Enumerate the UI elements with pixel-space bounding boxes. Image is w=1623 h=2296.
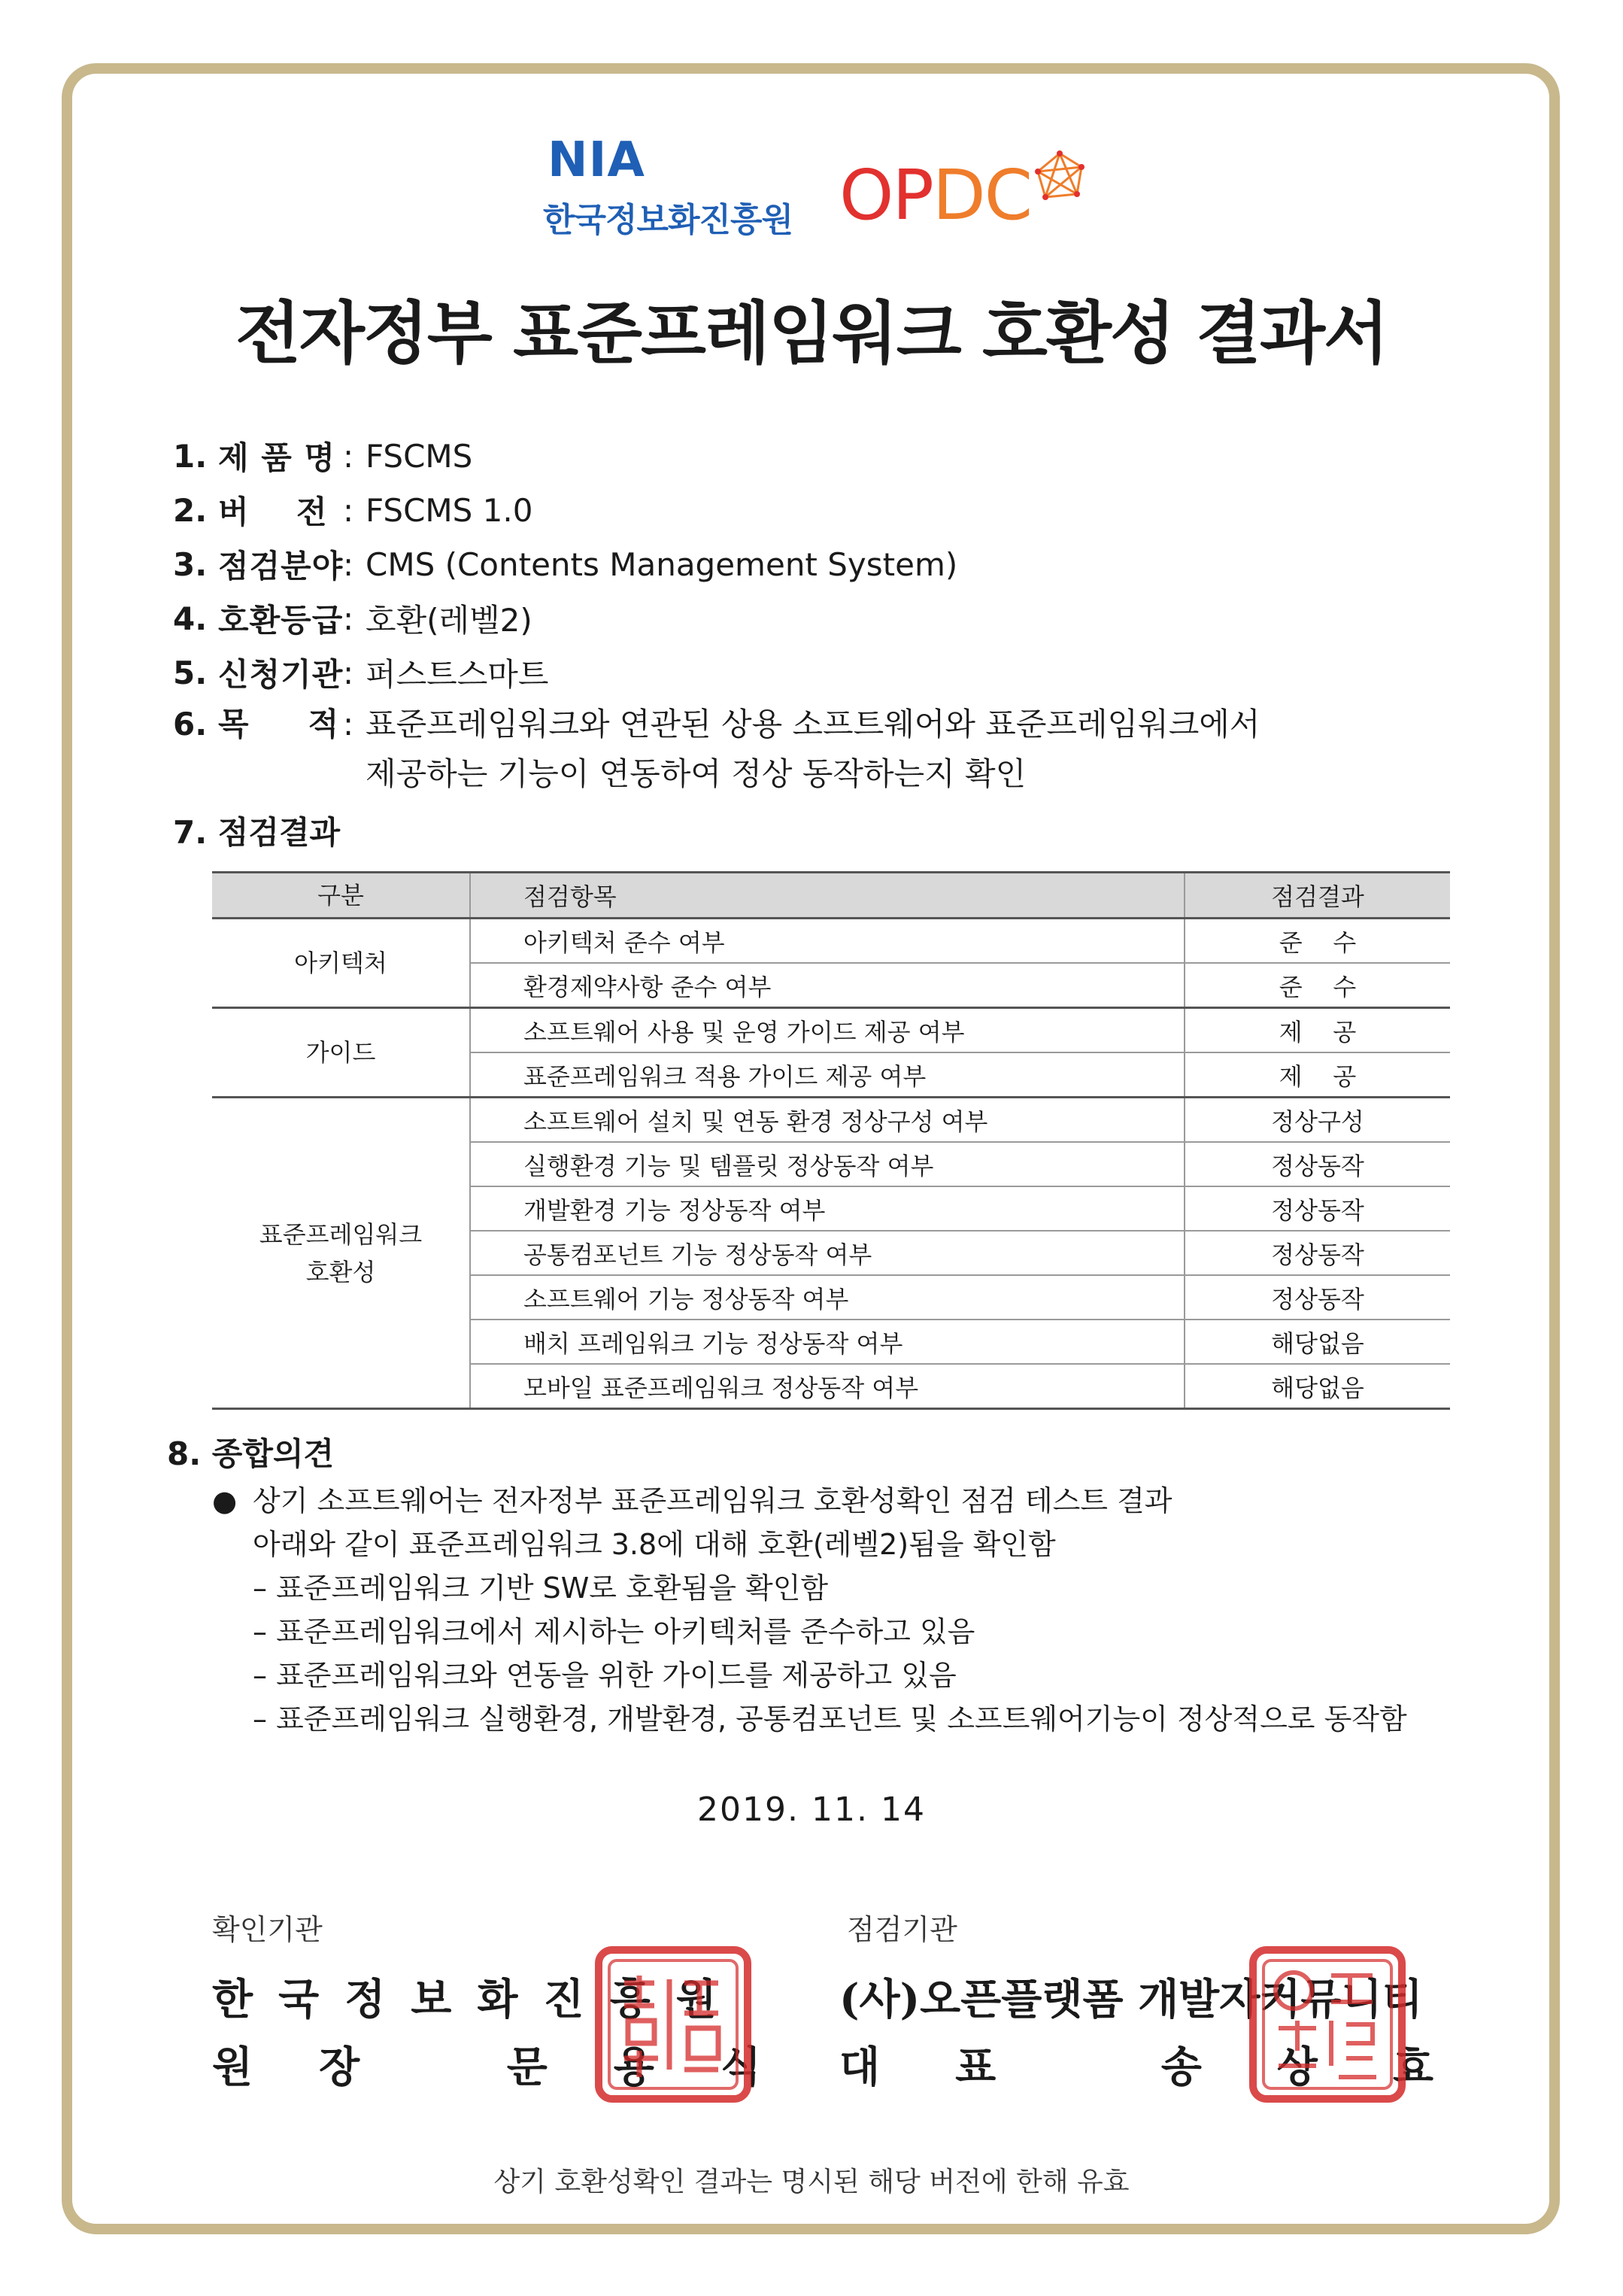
result-cell: 제 공 <box>1185 1052 1450 1098</box>
info-value-version: FSCMS 1.0 <box>366 491 533 529</box>
test-org-label: 점검기관 <box>847 1913 957 1946</box>
result-cell: 해당없음 <box>1185 1364 1450 1409</box>
document-title: 전자정부 표준프레임워크 호환성 결과서 <box>235 294 1388 373</box>
info-row-field <box>173 537 957 591</box>
info-number: 6. <box>173 706 208 743</box>
table-row <box>212 1008 1450 1053</box>
test-org-rep: 대표 송상효 <box>839 2042 1509 2092</box>
info-label: 제 품 명 <box>218 439 335 476</box>
info-value-grade: 호환(레벨2) <box>366 602 532 639</box>
result-cell: 준 수 <box>1185 919 1450 964</box>
purpose-line-1: 표준프레임워크와 연관된 상용 소프트웨어와 표준프레임워크에서 <box>366 706 1260 743</box>
info-purpose <box>173 700 1260 799</box>
header-result: 점검결과 <box>1185 873 1450 919</box>
item-cell: 아키텍처 준수 여부 <box>470 919 1185 964</box>
nia-logo-text: NIA <box>548 132 645 188</box>
opdc-logo-dc: DC <box>932 155 1031 235</box>
table-header-row <box>212 873 1450 919</box>
info-number: 3. <box>173 545 208 583</box>
item-cell: 소프트웨어 기능 정상동작 여부 <box>470 1275 1185 1320</box>
result-cell: 정상동작 <box>1185 1275 1450 1320</box>
table-row <box>212 1098 1450 1143</box>
result-cell: 해당없음 <box>1185 1320 1450 1364</box>
opdc-logo-op: OP <box>839 155 933 235</box>
info-row-applicant <box>173 645 957 700</box>
info-colon: : <box>343 654 354 691</box>
header-item: 점검항목 <box>470 873 1185 919</box>
opinion-point: – 표준프레임워크와 연동을 위한 가이드를 제공하고 있음 <box>253 1659 957 1692</box>
info-number: 1. <box>173 437 208 475</box>
opdc-logo <box>839 155 1031 235</box>
item-cell: 개발환경 기능 정상동작 여부 <box>470 1186 1185 1231</box>
confirm-org-label: 확인기관 <box>212 1913 323 1946</box>
opinion-point: – 표준프레임워크 실행환경, 개발환경, 공통컴포넌트 및 소프트웨어기능이 정상적으로 동작함 <box>253 1702 1407 1736</box>
info-colon: : <box>343 491 354 529</box>
opinion-line-1: 상기 소프트웨어는 전자정부 표준프레임워크 호환성확인 점검 테스트 결과 <box>253 1484 1173 1517</box>
item-cell: 배치 프레임워크 기능 정상동작 여부 <box>470 1320 1185 1364</box>
info-colon: : <box>343 600 354 637</box>
info-value-applicant: 퍼스트스마트 <box>366 656 549 693</box>
opinion-block <box>212 1479 1407 1741</box>
info-label: 버 전 <box>218 494 328 530</box>
category-cell <box>212 1098 470 1409</box>
official-seal-stamp <box>594 1945 752 2103</box>
info-row-grade <box>173 591 957 645</box>
item-cell: 환경제약사항 준수 여부 <box>470 963 1185 1008</box>
info-row-version <box>173 483 957 537</box>
info-colon: : <box>343 545 354 583</box>
info-label: 호환등급 <box>218 602 344 639</box>
category-cell: 아키텍처 <box>212 919 470 1008</box>
item-cell: 표준프레임워크 적용 가이드 제공 여부 <box>470 1052 1185 1098</box>
result-cell: 준 수 <box>1185 963 1450 1008</box>
opinion-line-2: 아래와 같이 표준프레임워크 3.8에 대해 호환(레벨2)됨을 확인함 <box>253 1528 1056 1561</box>
result-cell: 제 공 <box>1185 1008 1450 1053</box>
info-number: 5. <box>173 654 208 691</box>
result-cell: 정상동작 <box>1185 1231 1450 1275</box>
confirm-org-name: 한국정보화진흥원 <box>212 1975 742 2024</box>
info-colon: : <box>343 437 354 475</box>
item-cell: 실행환경 기능 및 템플릿 정상동작 여부 <box>470 1142 1185 1186</box>
result-cell: 정상동작 <box>1185 1186 1450 1231</box>
opinion-point: – 표준프레임워크에서 제시하는 아키텍처를 준수하고 있음 <box>253 1615 975 1648</box>
confirm-org-rep: 원장 문용식 <box>212 2042 827 2092</box>
issue-date: 2019. 11. 14 <box>697 1790 926 1829</box>
opinion-point: – 표준프레임워크 기반 SW로 호환됨을 확인함 <box>253 1572 829 1605</box>
info-colon: : <box>343 706 354 743</box>
test-org-name: (사)오픈플랫폼 개발자커뮤니티 <box>839 1975 1423 2024</box>
table-row <box>212 919 1450 964</box>
purpose-line-2: 제공하는 기능이 연동하여 정상 동작하는지 확인 <box>366 755 1027 792</box>
info-number: 4. <box>173 600 208 637</box>
info-row-product <box>173 429 957 483</box>
result-cell: 정상구성 <box>1185 1098 1450 1143</box>
section-heading-opinion: 8. 종합의견 <box>167 1435 335 1472</box>
info-value-field: CMS (Contents Management System) <box>366 545 958 583</box>
info-value-product: FSCMS <box>366 437 473 475</box>
info-label: 신청기관 <box>218 656 344 693</box>
official-seal-stamp <box>1248 1945 1406 2103</box>
item-cell: 공통컴포넌트 기능 정상동작 여부 <box>470 1231 1185 1275</box>
info-label: 점검분야 <box>218 548 344 585</box>
category-cell: 가이드 <box>212 1008 470 1098</box>
info-block <box>173 429 957 700</box>
validity-footnote: 상기 호환성확인 결과는 명시된 해당 버전에 한해 유효 <box>493 2167 1130 2197</box>
info-label: 목 적 <box>218 706 340 743</box>
item-cell: 소프트웨어 사용 및 운영 가이드 제공 여부 <box>470 1008 1185 1053</box>
results-table <box>212 871 1450 1410</box>
bullet-icon: ● <box>212 1484 238 1517</box>
result-cell: 정상동작 <box>1185 1142 1450 1186</box>
info-number: 2. <box>173 491 208 529</box>
item-cell: 소프트웨어 설치 및 연동 환경 정상구성 여부 <box>470 1098 1185 1143</box>
category-line-1: 표준프레임워크 <box>259 1219 423 1249</box>
item-cell: 모바일 표준프레임워크 정상동작 여부 <box>470 1364 1185 1409</box>
category-line-2: 호환성 <box>305 1257 376 1286</box>
header-category: 구분 <box>212 873 470 919</box>
section-heading-results: 7. 점검결과 <box>173 814 341 851</box>
opdc-network-icon <box>1032 149 1088 205</box>
nia-logo-subtitle: 한국정보화진흥원 <box>543 201 793 239</box>
